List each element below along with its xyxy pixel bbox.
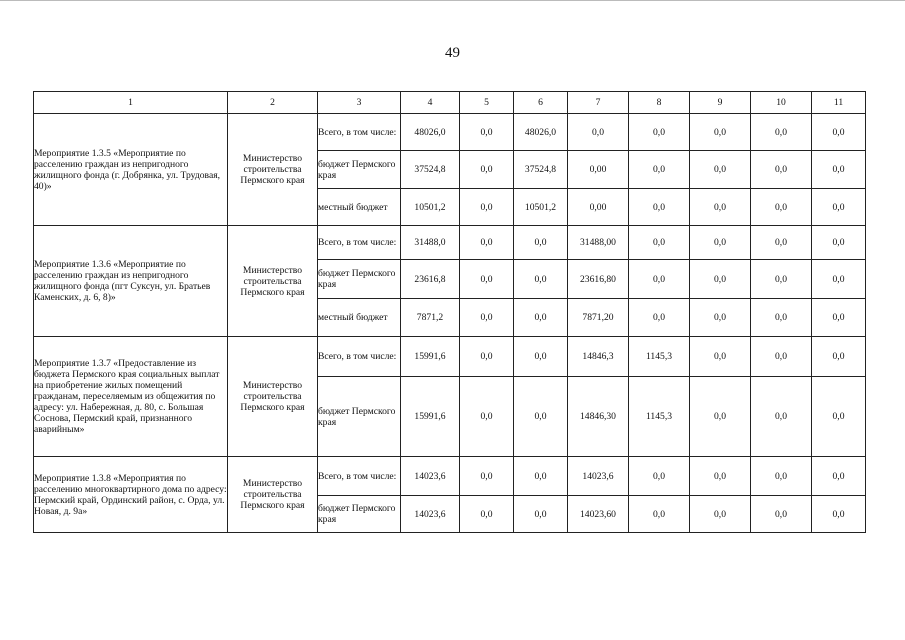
column-header: 8 xyxy=(629,92,690,114)
value-cell: 0,0 xyxy=(514,299,568,337)
column-header: 6 xyxy=(514,92,568,114)
value-cell: 0,0 xyxy=(812,337,866,377)
funding-source: Всего, в том числе: xyxy=(318,337,401,377)
value-cell: 0,0 xyxy=(460,337,514,377)
table-row xyxy=(34,226,866,260)
table-row xyxy=(34,114,866,151)
value-cell: 0,0 xyxy=(629,226,690,260)
value-cell: 14023,6 xyxy=(401,457,460,496)
value-cell: 14846,30 xyxy=(568,377,629,457)
value-cell: 0,0 xyxy=(812,114,866,151)
value-cell: 14846,3 xyxy=(568,337,629,377)
value-cell: 0,0 xyxy=(812,260,866,299)
value-cell: 48026,0 xyxy=(401,114,460,151)
responsible-org: Министерство строительства Пермского края xyxy=(228,457,318,533)
value-cell: 0,0 xyxy=(812,299,866,337)
value-cell: 0,0 xyxy=(629,457,690,496)
value-cell: 31488,00 xyxy=(568,226,629,260)
funding-source: Всего, в том числе: xyxy=(318,114,401,151)
value-cell: 0,0 xyxy=(514,457,568,496)
column-header: 10 xyxy=(751,92,812,114)
value-cell: 0,0 xyxy=(690,260,751,299)
column-header: 2 xyxy=(228,92,318,114)
value-cell: 0,00 xyxy=(568,151,629,189)
value-cell: 0,0 xyxy=(460,151,514,189)
value-cell: 0,0 xyxy=(812,226,866,260)
funding-source: Всего, в том числе: xyxy=(318,457,401,496)
value-cell: 23616,8 xyxy=(401,260,460,299)
funding-source: местный бюджет xyxy=(318,299,401,337)
value-cell: 0,0 xyxy=(751,189,812,226)
value-cell: 0,0 xyxy=(460,299,514,337)
value-cell: 0,0 xyxy=(460,260,514,299)
funding-source: местный бюджет xyxy=(318,189,401,226)
value-cell: 0,0 xyxy=(751,457,812,496)
value-cell: 1145,3 xyxy=(629,337,690,377)
value-cell: 0,0 xyxy=(514,337,568,377)
value-cell: 0,0 xyxy=(812,457,866,496)
value-cell: 0,0 xyxy=(514,377,568,457)
value-cell: 0,00 xyxy=(568,189,629,226)
value-cell: 0,0 xyxy=(460,377,514,457)
value-cell: 7871,20 xyxy=(568,299,629,337)
value-cell: 0,0 xyxy=(514,496,568,533)
value-cell: 48026,0 xyxy=(514,114,568,151)
value-cell: 0,0 xyxy=(629,496,690,533)
value-cell: 0,0 xyxy=(690,226,751,260)
value-cell: 7871,2 xyxy=(401,299,460,337)
table-header-row xyxy=(34,92,866,114)
responsible-org: Министерство строительства Пермского края xyxy=(228,226,318,337)
value-cell: 0,0 xyxy=(629,151,690,189)
value-cell: 10501,2 xyxy=(401,189,460,226)
value-cell: 0,0 xyxy=(690,189,751,226)
value-cell: 0,0 xyxy=(514,260,568,299)
value-cell: 0,0 xyxy=(460,114,514,151)
value-cell: 0,0 xyxy=(751,260,812,299)
value-cell: 0,0 xyxy=(812,189,866,226)
value-cell: 23616,80 xyxy=(568,260,629,299)
value-cell: 15991,6 xyxy=(401,337,460,377)
column-header: 7 xyxy=(568,92,629,114)
value-cell: 0,0 xyxy=(629,189,690,226)
value-cell: 0,0 xyxy=(751,151,812,189)
funding-source: бюджет Пермского края xyxy=(318,377,401,457)
page-number: 49 xyxy=(445,45,460,61)
column-header: 9 xyxy=(690,92,751,114)
value-cell: 0,0 xyxy=(690,377,751,457)
value-cell: 1145,3 xyxy=(629,377,690,457)
value-cell: 0,0 xyxy=(690,496,751,533)
column-header: 1 xyxy=(34,92,228,114)
value-cell: 14023,60 xyxy=(568,496,629,533)
value-cell: 0,0 xyxy=(690,337,751,377)
value-cell: 15991,6 xyxy=(401,377,460,457)
value-cell: 0,0 xyxy=(751,226,812,260)
measure-title: Мероприятие 1.3.7 «Предоставление из бюджета Пермского края социальных выплат на приобретение жилых помещений гражданам, переселяемым из общежития по адресу: ул. Набережная, д. 80, с. Большая Соснова, Пермский край, признанного аварийным» xyxy=(34,337,228,457)
value-cell: 0,0 xyxy=(460,457,514,496)
column-header: 4 xyxy=(401,92,460,114)
value-cell: 0,0 xyxy=(751,496,812,533)
value-cell: 0,0 xyxy=(460,226,514,260)
value-cell: 0,0 xyxy=(629,114,690,151)
value-cell: 0,0 xyxy=(690,299,751,337)
value-cell: 14023,6 xyxy=(568,457,629,496)
budget-table xyxy=(33,91,866,533)
responsible-org: Министерство строительства Пермского края xyxy=(228,114,318,226)
value-cell: 0,0 xyxy=(812,377,866,457)
value-cell: 0,0 xyxy=(629,299,690,337)
funding-source: бюджет Пермского края xyxy=(318,151,401,189)
value-cell: 0,0 xyxy=(751,299,812,337)
column-header: 11 xyxy=(812,92,866,114)
column-header: 3 xyxy=(318,92,401,114)
value-cell: 37524,8 xyxy=(401,151,460,189)
value-cell: 14023,6 xyxy=(401,496,460,533)
table-row xyxy=(34,457,866,496)
value-cell: 0,0 xyxy=(751,114,812,151)
value-cell: 0,0 xyxy=(629,260,690,299)
value-cell: 0,0 xyxy=(690,151,751,189)
value-cell: 0,0 xyxy=(568,114,629,151)
funding-source: Всего, в том числе: xyxy=(318,226,401,260)
measure-title: Мероприятие 1.3.8 «Мероприятия по расселению многоквартирного дома по адресу: Пермский край, Ординский район, с. Орда, ул. Новая, д. 9а» xyxy=(34,457,228,533)
value-cell: 10501,2 xyxy=(514,189,568,226)
value-cell: 0,0 xyxy=(514,226,568,260)
value-cell: 37524,8 xyxy=(514,151,568,189)
value-cell: 0,0 xyxy=(812,151,866,189)
funding-source: бюджет Пермского края xyxy=(318,496,401,533)
value-cell: 0,0 xyxy=(751,337,812,377)
value-cell: 31488,0 xyxy=(401,226,460,260)
measure-title: Мероприятие 1.3.6 «Мероприятие по расселению граждан из непригодного жилищного фонда (пгт Суксун, ул. Братьев Каменских, д. 6, 8)» xyxy=(34,226,228,337)
value-cell: 0,0 xyxy=(460,189,514,226)
table-row xyxy=(34,337,866,377)
measure-title: Мероприятие 1.3.5 «Мероприятие по расселению граждан из непригодного жилищного фонда (г. Добрянка, ул. Трудовая, 40)» xyxy=(34,114,228,226)
value-cell: 0,0 xyxy=(812,496,866,533)
value-cell: 0,0 xyxy=(460,496,514,533)
responsible-org: Министерство строительства Пермского края xyxy=(228,337,318,457)
value-cell: 0,0 xyxy=(690,457,751,496)
value-cell: 0,0 xyxy=(690,114,751,151)
scan-edge-line xyxy=(0,0,905,1)
value-cell: 0,0 xyxy=(751,377,812,457)
column-header: 5 xyxy=(460,92,514,114)
funding-source: бюджет Пермского края xyxy=(318,260,401,299)
